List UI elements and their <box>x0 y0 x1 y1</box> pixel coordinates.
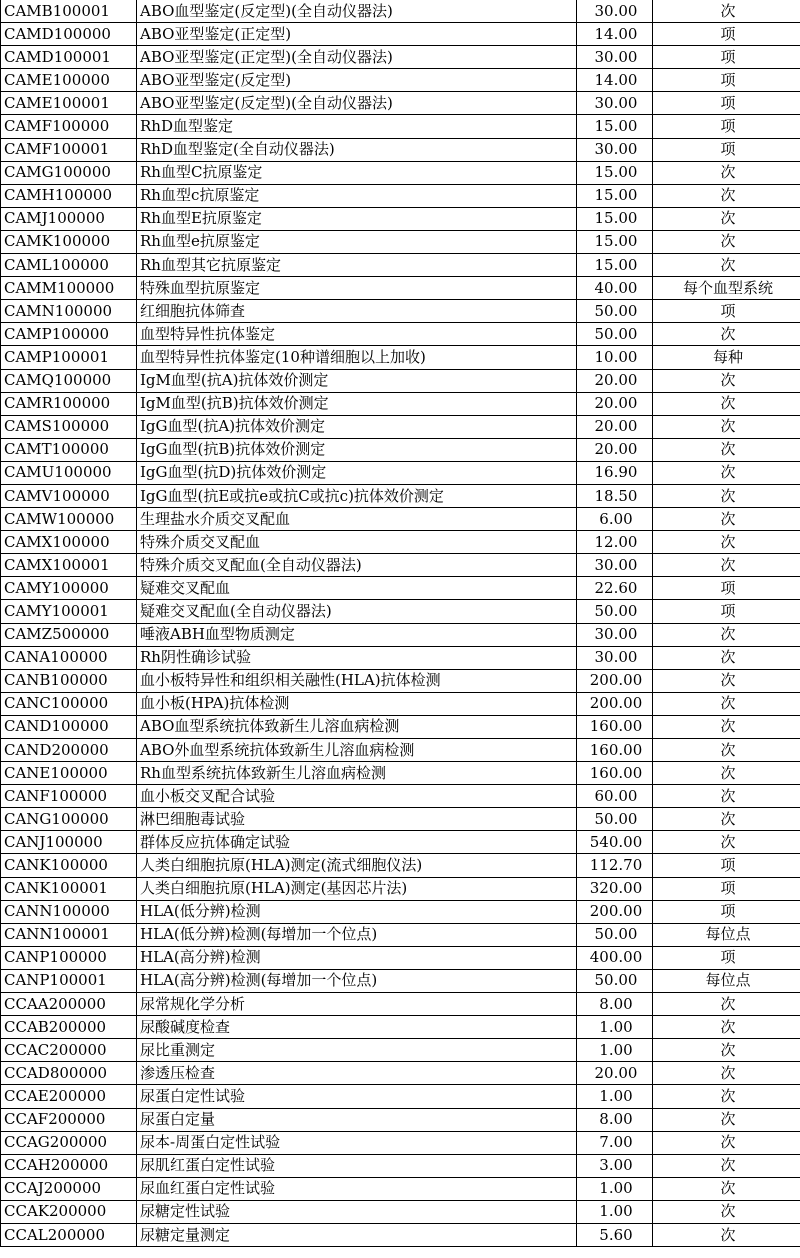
price-cell: 15.00 <box>577 207 653 230</box>
table-row <box>1 0 800 23</box>
table-row <box>1 646 800 669</box>
item-code-cell: CANA100000 <box>1 646 137 669</box>
unit-cell: 次 <box>653 508 800 531</box>
unit-cell: 项 <box>653 854 800 877</box>
item-code-cell: CAMT100000 <box>1 438 137 461</box>
item-code-cell: CAMY100001 <box>1 600 137 623</box>
item-code-cell: CAMW100000 <box>1 508 137 531</box>
item-code-cell: CANN100000 <box>1 900 137 923</box>
unit-cell: 项 <box>653 600 800 623</box>
unit-cell: 次 <box>653 369 800 392</box>
price-cell: 7.00 <box>577 1131 653 1154</box>
table-row <box>1 300 800 323</box>
item-name-cell: 尿本-周蛋白定性试验 <box>137 1131 577 1154</box>
price-cell: 540.00 <box>577 831 653 854</box>
unit-cell: 每位点 <box>653 923 800 946</box>
item-code-cell: CAMV100000 <box>1 484 137 507</box>
item-name-cell: Rh阴性确诊试验 <box>137 646 577 669</box>
unit-cell: 每位点 <box>653 969 800 992</box>
item-code-cell: CAME100001 <box>1 92 137 115</box>
item-name-cell: HLA(低分辨)检测(每增加一个位点) <box>137 923 577 946</box>
price-cell: 60.00 <box>577 785 653 808</box>
unit-cell: 次 <box>653 392 800 415</box>
item-name-cell: ABO血型系统抗体致新生儿溶血病检测 <box>137 715 577 738</box>
unit-cell: 次 <box>653 993 800 1016</box>
item-name-cell: ABO亚型鉴定(反定型)(全自动仪器法) <box>137 92 577 115</box>
price-cell: 16.90 <box>577 461 653 484</box>
item-name-cell: Rh血型系统抗体致新生儿溶血病检测 <box>137 762 577 785</box>
item-name-cell: Rh血型C抗原鉴定 <box>137 161 577 184</box>
table-row <box>1 1200 800 1223</box>
item-name-cell: 人类白细胞抗原(HLA)测定(流式细胞仪法) <box>137 854 577 877</box>
price-cell: 8.00 <box>577 993 653 1016</box>
price-cell: 30.00 <box>577 46 653 69</box>
item-code-cell: CANN100001 <box>1 923 137 946</box>
unit-cell: 次 <box>653 1062 800 1085</box>
unit-cell: 次 <box>653 692 800 715</box>
table-row <box>1 669 800 692</box>
table-row <box>1 923 800 946</box>
item-name-cell: Rh血型E抗原鉴定 <box>137 207 577 230</box>
item-code-cell: CAMS100000 <box>1 415 137 438</box>
item-code-cell: CCAK200000 <box>1 1200 137 1223</box>
item-code-cell: CAMU100000 <box>1 461 137 484</box>
unit-cell: 次 <box>653 230 800 253</box>
item-code-cell: CAMP100000 <box>1 323 137 346</box>
price-cell: 200.00 <box>577 669 653 692</box>
table-row <box>1 1177 800 1200</box>
item-name-cell: 尿肌红蛋白定性试验 <box>137 1154 577 1177</box>
price-cell: 50.00 <box>577 600 653 623</box>
unit-cell: 次 <box>653 1108 800 1131</box>
unit-cell: 次 <box>653 831 800 854</box>
item-code-cell: CAMF100001 <box>1 138 137 161</box>
item-name-cell: ABO亚型鉴定(正定型)(全自动仪器法) <box>137 46 577 69</box>
item-name-cell: IgM血型(抗A)抗体效价测定 <box>137 369 577 392</box>
unit-cell: 次 <box>653 1016 800 1039</box>
price-cell: 1.00 <box>577 1200 653 1223</box>
table-row <box>1 277 800 300</box>
price-cell: 5.60 <box>577 1223 653 1246</box>
item-code-cell: CCAC200000 <box>1 1039 137 1062</box>
item-code-cell: CCAF200000 <box>1 1108 137 1131</box>
price-cell: 15.00 <box>577 230 653 253</box>
item-name-cell: Rh血型c抗原鉴定 <box>137 184 577 207</box>
table-row <box>1 715 800 738</box>
price-cell: 160.00 <box>577 715 653 738</box>
unit-cell: 次 <box>653 0 800 23</box>
item-code-cell: CAMR100000 <box>1 392 137 415</box>
table-row <box>1 138 800 161</box>
item-code-cell: CAMH100000 <box>1 184 137 207</box>
price-cell: 20.00 <box>577 392 653 415</box>
table-row <box>1 438 800 461</box>
item-code-cell: CANP100000 <box>1 946 137 969</box>
price-cell: 1.00 <box>577 1177 653 1200</box>
item-code-cell: CANB100000 <box>1 669 137 692</box>
item-code-cell: CAMK100000 <box>1 230 137 253</box>
price-cell: 14.00 <box>577 69 653 92</box>
table-row <box>1 623 800 646</box>
item-name-cell: Rh血型e抗原鉴定 <box>137 230 577 253</box>
unit-cell: 次 <box>653 715 800 738</box>
unit-cell: 项 <box>653 92 800 115</box>
price-cell: 200.00 <box>577 900 653 923</box>
unit-cell: 次 <box>653 1085 800 1108</box>
table-row <box>1 508 800 531</box>
item-name-cell: IgG血型(抗E或抗e或抗C或抗c)抗体效价测定 <box>137 484 577 507</box>
unit-cell: 次 <box>653 1154 800 1177</box>
item-name-cell: 血型特异性抗体鉴定(10种谱细胞以上加收) <box>137 346 577 369</box>
table-row <box>1 1154 800 1177</box>
table-row <box>1 785 800 808</box>
table-row <box>1 184 800 207</box>
price-cell: 8.00 <box>577 1108 653 1131</box>
item-name-cell: 疑难交叉配血 <box>137 577 577 600</box>
item-code-cell: CCAL200000 <box>1 1223 137 1246</box>
item-code-cell: CCAE200000 <box>1 1085 137 1108</box>
price-cell: 30.00 <box>577 0 653 23</box>
price-cell: 15.00 <box>577 254 653 277</box>
item-code-cell: CAMD100001 <box>1 46 137 69</box>
item-name-cell: 尿蛋白定量 <box>137 1108 577 1131</box>
price-cell: 50.00 <box>577 300 653 323</box>
price-cell: 50.00 <box>577 923 653 946</box>
unit-cell: 次 <box>653 1131 800 1154</box>
unit-cell: 次 <box>653 484 800 507</box>
item-name-cell: 尿常规化学分析 <box>137 993 577 1016</box>
table-row <box>1 254 800 277</box>
price-cell: 20.00 <box>577 438 653 461</box>
item-name-cell: 尿糖定性试验 <box>137 1200 577 1223</box>
table-row <box>1 808 800 831</box>
unit-cell: 项 <box>653 138 800 161</box>
item-name-cell: 尿血红蛋白定性试验 <box>137 1177 577 1200</box>
item-code-cell: CCAJ200000 <box>1 1177 137 1200</box>
table-row <box>1 692 800 715</box>
table-row <box>1 531 800 554</box>
unit-cell: 次 <box>653 1177 800 1200</box>
unit-cell: 次 <box>653 623 800 646</box>
item-name-cell: 血型特异性抗体鉴定 <box>137 323 577 346</box>
item-code-cell: CCAB200000 <box>1 1016 137 1039</box>
table-row <box>1 1131 800 1154</box>
item-code-cell: CAMF100000 <box>1 115 137 138</box>
item-name-cell: 疑难交叉配血(全自动仪器法) <box>137 600 577 623</box>
item-code-cell: CANP100001 <box>1 969 137 992</box>
table-row <box>1 969 800 992</box>
unit-cell: 项 <box>653 23 800 46</box>
table-row <box>1 900 800 923</box>
unit-cell: 项 <box>653 946 800 969</box>
table-row <box>1 23 800 46</box>
unit-cell: 次 <box>653 323 800 346</box>
unit-cell: 项 <box>653 877 800 900</box>
table-row <box>1 415 800 438</box>
table-row <box>1 461 800 484</box>
price-cell: 30.00 <box>577 646 653 669</box>
price-cell: 40.00 <box>577 277 653 300</box>
unit-cell: 次 <box>653 785 800 808</box>
unit-cell: 次 <box>653 184 800 207</box>
item-code-cell: CAME100000 <box>1 69 137 92</box>
item-name-cell: 血小板(HPA)抗体检测 <box>137 692 577 715</box>
table-row <box>1 600 800 623</box>
item-name-cell: ABO亚型鉴定(正定型) <box>137 23 577 46</box>
unit-cell: 次 <box>653 808 800 831</box>
price-cell: 18.50 <box>577 484 653 507</box>
table-row <box>1 993 800 1016</box>
unit-cell: 每种 <box>653 346 800 369</box>
table-row <box>1 92 800 115</box>
price-cell: 1.00 <box>577 1039 653 1062</box>
item-code-cell: CANK100000 <box>1 854 137 877</box>
table-row <box>1 1062 800 1085</box>
item-code-cell: CAND200000 <box>1 739 137 762</box>
table-row <box>1 854 800 877</box>
price-cell: 50.00 <box>577 969 653 992</box>
unit-cell: 次 <box>653 1200 800 1223</box>
item-code-cell: CAMP100001 <box>1 346 137 369</box>
table-row <box>1 46 800 69</box>
price-cell: 50.00 <box>577 323 653 346</box>
item-code-cell: CAMG100000 <box>1 161 137 184</box>
table-row <box>1 831 800 854</box>
table-row <box>1 115 800 138</box>
unit-cell: 次 <box>653 554 800 577</box>
item-code-cell: CCAA200000 <box>1 993 137 1016</box>
price-cell: 30.00 <box>577 138 653 161</box>
item-name-cell: HLA(高分辨)检测(每增加一个位点) <box>137 969 577 992</box>
item-code-cell: CAMM100000 <box>1 277 137 300</box>
item-code-cell: CAND100000 <box>1 715 137 738</box>
table-row <box>1 369 800 392</box>
item-code-cell: CANJ100000 <box>1 831 137 854</box>
item-name-cell: IgG血型(抗D)抗体效价测定 <box>137 461 577 484</box>
item-code-cell: CAMY100000 <box>1 577 137 600</box>
item-code-cell: CAMN100000 <box>1 300 137 323</box>
price-cell: 22.60 <box>577 577 653 600</box>
item-name-cell: 红细胞抗体筛查 <box>137 300 577 323</box>
price-cell: 30.00 <box>577 92 653 115</box>
price-cell: 30.00 <box>577 554 653 577</box>
item-code-cell: CAMD100000 <box>1 23 137 46</box>
unit-cell: 项 <box>653 577 800 600</box>
table-body <box>1 0 800 1247</box>
unit-cell: 次 <box>653 646 800 669</box>
item-name-cell: ABO血型鉴定(反定型)(全自动仪器法) <box>137 0 577 23</box>
item-name-cell: 淋巴细胞毒试验 <box>137 808 577 831</box>
unit-cell: 次 <box>653 254 800 277</box>
item-code-cell: CANF100000 <box>1 785 137 808</box>
table-row <box>1 161 800 184</box>
unit-cell: 项 <box>653 900 800 923</box>
item-name-cell: RhD血型鉴定(全自动仪器法) <box>137 138 577 161</box>
unit-cell: 次 <box>653 531 800 554</box>
price-cell: 20.00 <box>577 369 653 392</box>
item-name-cell: 生理盐水介质交叉配血 <box>137 508 577 531</box>
item-name-cell: HLA(高分辨)检测 <box>137 946 577 969</box>
unit-cell: 次 <box>653 1039 800 1062</box>
unit-cell: 项 <box>653 300 800 323</box>
price-cell: 20.00 <box>577 1062 653 1085</box>
item-name-cell: IgM血型(抗B)抗体效价测定 <box>137 392 577 415</box>
price-cell: 160.00 <box>577 762 653 785</box>
table-row <box>1 323 800 346</box>
price-cell: 15.00 <box>577 184 653 207</box>
price-cell: 15.00 <box>577 161 653 184</box>
unit-cell: 项 <box>653 46 800 69</box>
item-code-cell: CANG100000 <box>1 808 137 831</box>
item-code-cell: CAMX100001 <box>1 554 137 577</box>
table-row <box>1 577 800 600</box>
item-code-cell: CAMZ500000 <box>1 623 137 646</box>
unit-cell: 次 <box>653 1223 800 1246</box>
item-code-cell: CCAG200000 <box>1 1131 137 1154</box>
table-row <box>1 207 800 230</box>
unit-cell: 次 <box>653 669 800 692</box>
item-code-cell: CANK100001 <box>1 877 137 900</box>
item-name-cell: 群体反应抗体确定试验 <box>137 831 577 854</box>
item-name-cell: HLA(低分辨)检测 <box>137 900 577 923</box>
item-name-cell: ABO外血型系统抗体致新生儿溶血病检测 <box>137 739 577 762</box>
table-row <box>1 877 800 900</box>
item-code-cell: CANC100000 <box>1 692 137 715</box>
price-cell: 50.00 <box>577 808 653 831</box>
price-cell: 400.00 <box>577 946 653 969</box>
price-cell: 112.70 <box>577 854 653 877</box>
item-name-cell: 特殊血型抗原鉴定 <box>137 277 577 300</box>
unit-cell: 次 <box>653 461 800 484</box>
item-name-cell: Rh血型其它抗原鉴定 <box>137 254 577 277</box>
price-cell: 14.00 <box>577 23 653 46</box>
item-name-cell: 人类白细胞抗原(HLA)测定(基因芯片法) <box>137 877 577 900</box>
item-code-cell: CAML100000 <box>1 254 137 277</box>
table-row <box>1 946 800 969</box>
price-cell: 3.00 <box>577 1154 653 1177</box>
table-row <box>1 762 800 785</box>
table-row <box>1 554 800 577</box>
table-row <box>1 484 800 507</box>
unit-cell: 次 <box>653 739 800 762</box>
item-name-cell: ABO亚型鉴定(反定型) <box>137 69 577 92</box>
unit-cell: 项 <box>653 115 800 138</box>
item-name-cell: IgG血型(抗B)抗体效价测定 <box>137 438 577 461</box>
price-cell: 1.00 <box>577 1016 653 1039</box>
price-cell: 15.00 <box>577 115 653 138</box>
price-cell: 320.00 <box>577 877 653 900</box>
price-cell: 1.00 <box>577 1085 653 1108</box>
item-name-cell: 唾液ABH血型物质测定 <box>137 623 577 646</box>
price-cell: 6.00 <box>577 508 653 531</box>
price-cell: 160.00 <box>577 739 653 762</box>
price-cell: 12.00 <box>577 531 653 554</box>
item-code-cell: CCAH200000 <box>1 1154 137 1177</box>
unit-cell: 项 <box>653 69 800 92</box>
item-name-cell: 尿糖定量测定 <box>137 1223 577 1246</box>
item-code-cell: CAMB100001 <box>1 0 137 23</box>
table-row <box>1 346 800 369</box>
item-code-cell: CCAD800000 <box>1 1062 137 1085</box>
table-row <box>1 392 800 415</box>
unit-cell: 每个血型系统 <box>653 277 800 300</box>
table-row <box>1 230 800 253</box>
table-row <box>1 1085 800 1108</box>
item-name-cell: 尿蛋白定性试验 <box>137 1085 577 1108</box>
price-cell: 10.00 <box>577 346 653 369</box>
unit-cell: 次 <box>653 762 800 785</box>
item-name-cell: IgG血型(抗A)抗体效价测定 <box>137 415 577 438</box>
item-code-cell: CAMX100000 <box>1 531 137 554</box>
unit-cell: 次 <box>653 161 800 184</box>
table-row <box>1 1223 800 1246</box>
item-name-cell: 血小板特异性和组织相关融性(HLA)抗体检测 <box>137 669 577 692</box>
unit-cell: 次 <box>653 415 800 438</box>
price-cell: 200.00 <box>577 692 653 715</box>
table-row <box>1 1016 800 1039</box>
item-name-cell: 特殊介质交叉配血 <box>137 531 577 554</box>
item-code-cell: CAMJ100000 <box>1 207 137 230</box>
price-cell: 30.00 <box>577 623 653 646</box>
item-code-cell: CANE100000 <box>1 762 137 785</box>
item-name-cell: RhD血型鉴定 <box>137 115 577 138</box>
unit-cell: 次 <box>653 207 800 230</box>
item-name-cell: 尿比重测定 <box>137 1039 577 1062</box>
price-cell: 20.00 <box>577 415 653 438</box>
table-row <box>1 1108 800 1131</box>
table-row <box>1 1039 800 1062</box>
unit-cell: 次 <box>653 438 800 461</box>
item-name-cell: 特殊介质交叉配血(全自动仪器法) <box>137 554 577 577</box>
item-code-cell: CAMQ100000 <box>1 369 137 392</box>
item-name-cell: 渗透压检查 <box>137 1062 577 1085</box>
item-name-cell: 尿酸碱度检查 <box>137 1016 577 1039</box>
item-name-cell: 血小板交叉配合试验 <box>137 785 577 808</box>
table-row <box>1 739 800 762</box>
table-row <box>1 69 800 92</box>
